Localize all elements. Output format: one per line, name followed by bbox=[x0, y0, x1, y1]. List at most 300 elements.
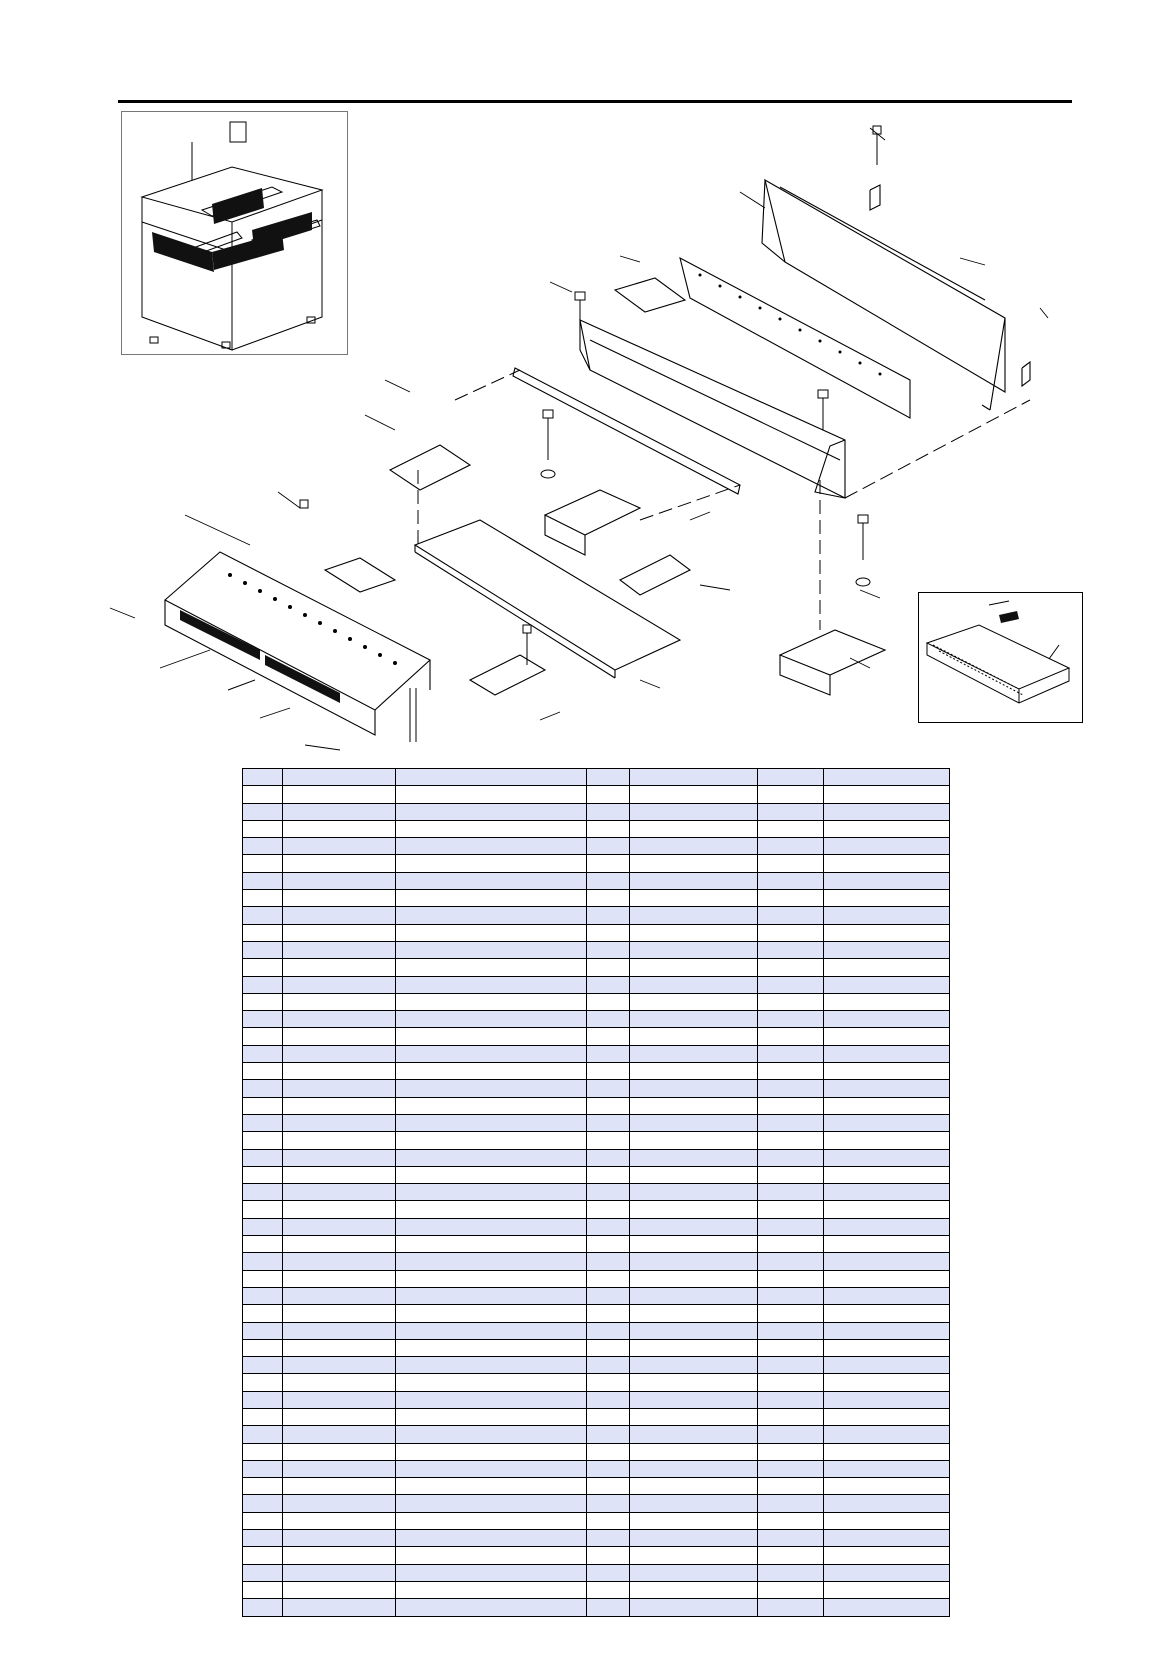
table-cell bbox=[395, 1564, 587, 1581]
table-cell bbox=[395, 1408, 587, 1425]
table-cell bbox=[587, 1512, 630, 1529]
center-bracket bbox=[620, 555, 690, 595]
table-cell bbox=[824, 1357, 950, 1374]
table-cell bbox=[630, 855, 758, 872]
table-cell bbox=[282, 820, 395, 837]
table-cell bbox=[758, 1184, 824, 1201]
table-cell bbox=[758, 1426, 824, 1443]
table-row bbox=[243, 803, 950, 820]
table-cell bbox=[395, 838, 587, 855]
table-cell bbox=[587, 786, 630, 803]
table-cell bbox=[824, 1011, 950, 1028]
table-cell bbox=[630, 820, 758, 837]
table-cell bbox=[824, 1045, 950, 1062]
table-cell bbox=[243, 786, 283, 803]
table-cell bbox=[282, 1270, 395, 1287]
table-row bbox=[243, 1218, 950, 1235]
table-cell bbox=[824, 1322, 950, 1339]
table-cell bbox=[824, 1305, 950, 1322]
table-row bbox=[243, 1495, 950, 1512]
table-cell bbox=[587, 1322, 630, 1339]
table-cell bbox=[282, 1460, 395, 1477]
table-cell bbox=[282, 1599, 395, 1616]
table-cell bbox=[395, 1236, 587, 1253]
table-cell bbox=[282, 1218, 395, 1235]
table-cell bbox=[758, 1408, 824, 1425]
table-cell bbox=[824, 1530, 950, 1547]
table-cell bbox=[243, 1357, 283, 1374]
table-cell bbox=[824, 1547, 950, 1564]
table-row bbox=[243, 1149, 950, 1166]
table-row bbox=[243, 872, 950, 889]
table-row bbox=[243, 924, 950, 941]
table-cell bbox=[824, 1581, 950, 1598]
table-cell bbox=[758, 1374, 824, 1391]
table-cell bbox=[395, 1218, 587, 1235]
table-row bbox=[243, 1132, 950, 1149]
table-cell bbox=[243, 1166, 283, 1183]
table-cell bbox=[282, 1581, 395, 1598]
table-cell bbox=[758, 907, 824, 924]
table-cell bbox=[282, 1080, 395, 1097]
table-cell bbox=[282, 855, 395, 872]
table-cell bbox=[630, 1460, 758, 1477]
table-cell bbox=[282, 907, 395, 924]
table-cell bbox=[587, 1201, 630, 1218]
table-cell bbox=[395, 872, 587, 889]
table-cell bbox=[587, 1287, 630, 1304]
table-cell bbox=[824, 1201, 950, 1218]
table-cell bbox=[243, 820, 283, 837]
table-cell bbox=[630, 1114, 758, 1131]
table-cell bbox=[282, 1236, 395, 1253]
table-cell bbox=[282, 1184, 395, 1201]
table-row bbox=[243, 1097, 950, 1114]
table-cell bbox=[282, 1443, 395, 1460]
table-cell bbox=[282, 1339, 395, 1356]
table-cell bbox=[395, 1339, 587, 1356]
table-cell bbox=[282, 786, 395, 803]
heatsink-block-top bbox=[615, 278, 685, 312]
table-cell bbox=[282, 941, 395, 958]
table-cell bbox=[395, 907, 587, 924]
table-cell bbox=[395, 976, 587, 993]
table-cell bbox=[395, 1114, 587, 1131]
table-cell bbox=[282, 924, 395, 941]
table-cell bbox=[758, 1097, 824, 1114]
table-cell bbox=[824, 1495, 950, 1512]
table-cell bbox=[587, 924, 630, 941]
table-cell bbox=[587, 1149, 630, 1166]
table-cell bbox=[758, 1339, 824, 1356]
table-cell bbox=[243, 1045, 283, 1062]
table-cell bbox=[630, 1391, 758, 1408]
table-cell bbox=[243, 1253, 283, 1270]
table-cell bbox=[282, 976, 395, 993]
table-cell bbox=[243, 1426, 283, 1443]
table-cell bbox=[587, 890, 630, 907]
table-cell bbox=[395, 1063, 587, 1080]
table-row bbox=[243, 976, 950, 993]
table-cell bbox=[243, 1339, 283, 1356]
table-cell bbox=[758, 976, 824, 993]
table-cell bbox=[395, 1374, 587, 1391]
table-cell bbox=[282, 1305, 395, 1322]
table-cell bbox=[587, 1547, 630, 1564]
table-cell bbox=[282, 1287, 395, 1304]
lower-bracket bbox=[470, 655, 545, 695]
table-cell bbox=[282, 1011, 395, 1028]
table-cell bbox=[243, 1460, 283, 1477]
table-cell bbox=[630, 1495, 758, 1512]
table-cell bbox=[758, 1460, 824, 1477]
table-cell bbox=[824, 1374, 950, 1391]
table-cell bbox=[587, 855, 630, 872]
table-cell bbox=[630, 890, 758, 907]
table-cell bbox=[758, 1599, 824, 1616]
table-cell bbox=[243, 1028, 283, 1045]
table-cell bbox=[587, 1218, 630, 1235]
table-cell bbox=[395, 1426, 587, 1443]
table-cell bbox=[587, 769, 630, 786]
table-row bbox=[243, 993, 950, 1010]
table-cell bbox=[243, 1218, 283, 1235]
table-cell bbox=[758, 1201, 824, 1218]
table-cell bbox=[243, 890, 283, 907]
table-cell bbox=[630, 1426, 758, 1443]
table-cell bbox=[282, 1028, 395, 1045]
table-cell bbox=[395, 1011, 587, 1028]
table-cell bbox=[395, 1478, 587, 1495]
table-cell bbox=[243, 1132, 283, 1149]
table-cell bbox=[630, 838, 758, 855]
table-cell bbox=[243, 1080, 283, 1097]
parts-list-table bbox=[242, 768, 950, 1617]
rear-mounting-plate bbox=[680, 258, 910, 418]
table-cell bbox=[243, 924, 283, 941]
exploded-assembly-drawing bbox=[0, 0, 1151, 760]
table-row bbox=[243, 1460, 950, 1477]
table-cell bbox=[587, 1097, 630, 1114]
table-row bbox=[243, 1028, 950, 1045]
table-cell bbox=[630, 1287, 758, 1304]
table-cell bbox=[758, 1478, 824, 1495]
table-cell bbox=[824, 1599, 950, 1616]
table-cell bbox=[243, 941, 283, 958]
table-cell bbox=[587, 1253, 630, 1270]
table-cell bbox=[824, 941, 950, 958]
table-cell bbox=[282, 872, 395, 889]
table-cell bbox=[758, 786, 824, 803]
table-cell bbox=[282, 1391, 395, 1408]
table-cell bbox=[587, 1374, 630, 1391]
table-cell bbox=[630, 924, 758, 941]
table-cell bbox=[243, 1322, 283, 1339]
table-cell bbox=[824, 786, 950, 803]
table-cell bbox=[758, 1270, 824, 1287]
table-cell bbox=[630, 1011, 758, 1028]
table-cell bbox=[758, 803, 824, 820]
table-cell bbox=[758, 1236, 824, 1253]
table-cell bbox=[630, 1132, 758, 1149]
table-cell bbox=[587, 1184, 630, 1201]
table-cell bbox=[758, 1305, 824, 1322]
table-row bbox=[243, 1080, 950, 1097]
table-cell bbox=[587, 941, 630, 958]
table-cell bbox=[824, 1028, 950, 1045]
table-cell bbox=[758, 1357, 824, 1374]
table-cell bbox=[395, 1547, 587, 1564]
table-row bbox=[243, 890, 950, 907]
table-cell bbox=[824, 1149, 950, 1166]
table-cell bbox=[587, 1495, 630, 1512]
table-cell bbox=[395, 1512, 587, 1529]
table-cell bbox=[587, 1426, 630, 1443]
table-cell bbox=[630, 786, 758, 803]
table-cell bbox=[395, 1270, 587, 1287]
table-cell bbox=[587, 1339, 630, 1356]
table-cell bbox=[824, 1063, 950, 1080]
table-cell bbox=[395, 1097, 587, 1114]
table-row bbox=[243, 1063, 950, 1080]
table-cell bbox=[395, 1184, 587, 1201]
table-cell bbox=[630, 1530, 758, 1547]
table-cell bbox=[824, 803, 950, 820]
table-cell bbox=[630, 1236, 758, 1253]
table-cell bbox=[395, 1495, 587, 1512]
table-cell bbox=[395, 924, 587, 941]
table-cell bbox=[395, 1581, 587, 1598]
table-cell bbox=[282, 803, 395, 820]
table-cell bbox=[758, 838, 824, 855]
table-cell bbox=[282, 1374, 395, 1391]
table-cell bbox=[630, 872, 758, 889]
table-cell bbox=[824, 1132, 950, 1149]
table-row bbox=[243, 959, 950, 976]
table-cell bbox=[282, 1114, 395, 1131]
table-cell bbox=[282, 769, 395, 786]
table-cell bbox=[758, 1512, 824, 1529]
table-cell bbox=[758, 1218, 824, 1235]
table-cell bbox=[587, 1530, 630, 1547]
table-cell bbox=[630, 1045, 758, 1062]
table-row bbox=[243, 855, 950, 872]
table-cell bbox=[630, 1547, 758, 1564]
table-row bbox=[243, 907, 950, 924]
parts-list-body bbox=[243, 769, 950, 1617]
table-cell bbox=[758, 1011, 824, 1028]
table-cell bbox=[630, 1305, 758, 1322]
table-cell bbox=[243, 1391, 283, 1408]
table-cell bbox=[630, 1063, 758, 1080]
table-cell bbox=[395, 1322, 587, 1339]
table-cell bbox=[758, 993, 824, 1010]
table-cell bbox=[824, 890, 950, 907]
table-cell bbox=[630, 1443, 758, 1460]
table-header-row bbox=[243, 769, 950, 786]
table-row bbox=[243, 1530, 950, 1547]
table-row bbox=[243, 838, 950, 855]
table-cell bbox=[587, 1166, 630, 1183]
table-cell bbox=[395, 769, 587, 786]
table-cell bbox=[587, 959, 630, 976]
table-cell bbox=[824, 1253, 950, 1270]
table-cell bbox=[587, 1581, 630, 1598]
table-cell bbox=[758, 1581, 824, 1598]
table-cell bbox=[243, 1443, 283, 1460]
table-cell bbox=[824, 1287, 950, 1304]
table-cell bbox=[587, 1045, 630, 1062]
table-cell bbox=[243, 838, 283, 855]
table-cell bbox=[824, 1270, 950, 1287]
table-row bbox=[243, 786, 950, 803]
table-cell bbox=[824, 855, 950, 872]
table-row bbox=[243, 1426, 950, 1443]
table-cell bbox=[758, 1391, 824, 1408]
table-cell bbox=[395, 803, 587, 820]
table-row bbox=[243, 1357, 950, 1374]
table-row bbox=[243, 1564, 950, 1581]
table-cell bbox=[630, 1374, 758, 1391]
table-cell bbox=[395, 993, 587, 1010]
table-cell bbox=[824, 1564, 950, 1581]
table-cell bbox=[282, 1322, 395, 1339]
table-cell bbox=[243, 1149, 283, 1166]
table-cell bbox=[243, 1287, 283, 1304]
table-cell bbox=[395, 1460, 587, 1477]
table-cell bbox=[587, 993, 630, 1010]
table-cell bbox=[587, 1063, 630, 1080]
table-cell bbox=[758, 1132, 824, 1149]
table-cell bbox=[282, 1253, 395, 1270]
table-cell bbox=[282, 1063, 395, 1080]
table-cell bbox=[630, 993, 758, 1010]
table-row bbox=[243, 1547, 950, 1564]
table-cell bbox=[395, 1201, 587, 1218]
table-cell bbox=[395, 1045, 587, 1062]
table-cell bbox=[758, 1045, 824, 1062]
table-cell bbox=[824, 1114, 950, 1131]
table-cell bbox=[824, 1391, 950, 1408]
table-cell bbox=[243, 907, 283, 924]
table-cell bbox=[630, 803, 758, 820]
table-cell bbox=[587, 1408, 630, 1425]
table-cell bbox=[587, 976, 630, 993]
table-cell bbox=[243, 1305, 283, 1322]
back-cover-panel bbox=[765, 180, 1005, 392]
table-cell bbox=[243, 1236, 283, 1253]
table-cell bbox=[758, 820, 824, 837]
table-row bbox=[243, 1599, 950, 1616]
table-cell bbox=[630, 1408, 758, 1425]
table-cell bbox=[824, 1408, 950, 1425]
table-cell bbox=[758, 1443, 824, 1460]
table-cell bbox=[758, 1530, 824, 1547]
table-row bbox=[243, 1236, 950, 1253]
table-cell bbox=[282, 1564, 395, 1581]
table-cell bbox=[587, 1132, 630, 1149]
table-cell bbox=[243, 1530, 283, 1547]
table-cell bbox=[282, 838, 395, 855]
table-cell bbox=[587, 1270, 630, 1287]
table-cell bbox=[395, 1166, 587, 1183]
table-row bbox=[243, 1512, 950, 1529]
table-cell bbox=[758, 1114, 824, 1131]
table-cell bbox=[395, 1357, 587, 1374]
table-cell bbox=[587, 872, 630, 889]
table-cell bbox=[758, 1166, 824, 1183]
table-cell bbox=[824, 1080, 950, 1097]
table-cell bbox=[630, 976, 758, 993]
table-cell bbox=[758, 1080, 824, 1097]
table-cell bbox=[395, 1599, 587, 1616]
table-row bbox=[243, 1339, 950, 1356]
table-cell bbox=[758, 1253, 824, 1270]
table-cell bbox=[630, 1201, 758, 1218]
table-cell bbox=[630, 1149, 758, 1166]
table-cell bbox=[243, 1270, 283, 1287]
table-cell bbox=[630, 907, 758, 924]
table-cell bbox=[758, 959, 824, 976]
table-cell bbox=[630, 1028, 758, 1045]
table-cell bbox=[395, 1149, 587, 1166]
table-cell bbox=[824, 907, 950, 924]
table-cell bbox=[243, 803, 283, 820]
table-cell bbox=[282, 1495, 395, 1512]
table-cell bbox=[587, 1357, 630, 1374]
table-cell bbox=[282, 1547, 395, 1564]
heatsink-block-mid bbox=[325, 558, 395, 592]
table-cell bbox=[758, 1495, 824, 1512]
table-cell bbox=[630, 1581, 758, 1598]
table-cell bbox=[587, 1011, 630, 1028]
table-cell bbox=[824, 1478, 950, 1495]
table-cell bbox=[587, 1460, 630, 1477]
table-cell bbox=[630, 1080, 758, 1097]
table-cell bbox=[587, 1599, 630, 1616]
table-cell bbox=[630, 1357, 758, 1374]
table-cell bbox=[243, 1581, 283, 1598]
table-cell bbox=[282, 1357, 395, 1374]
table-cell bbox=[630, 1512, 758, 1529]
table-cell bbox=[824, 1426, 950, 1443]
table-row bbox=[243, 1391, 950, 1408]
table-cell bbox=[587, 1236, 630, 1253]
table-cell bbox=[758, 924, 824, 941]
table-cell bbox=[282, 1478, 395, 1495]
table-cell bbox=[824, 838, 950, 855]
table-row bbox=[243, 1201, 950, 1218]
table-cell bbox=[243, 1374, 283, 1391]
table-cell bbox=[630, 1166, 758, 1183]
table-cell bbox=[824, 959, 950, 976]
left-bracket bbox=[390, 445, 470, 490]
table-row bbox=[243, 1114, 950, 1131]
table-row bbox=[243, 1305, 950, 1322]
table-cell bbox=[630, 1184, 758, 1201]
linear-rail bbox=[513, 368, 740, 494]
table-cell bbox=[282, 1097, 395, 1114]
table-cell bbox=[758, 872, 824, 889]
table-row bbox=[243, 1374, 950, 1391]
table-cell bbox=[395, 820, 587, 837]
table-cell bbox=[243, 976, 283, 993]
table-cell bbox=[630, 1253, 758, 1270]
table-cell bbox=[824, 1166, 950, 1183]
table-row bbox=[243, 1045, 950, 1062]
table-cell bbox=[587, 1564, 630, 1581]
table-cell bbox=[824, 769, 950, 786]
